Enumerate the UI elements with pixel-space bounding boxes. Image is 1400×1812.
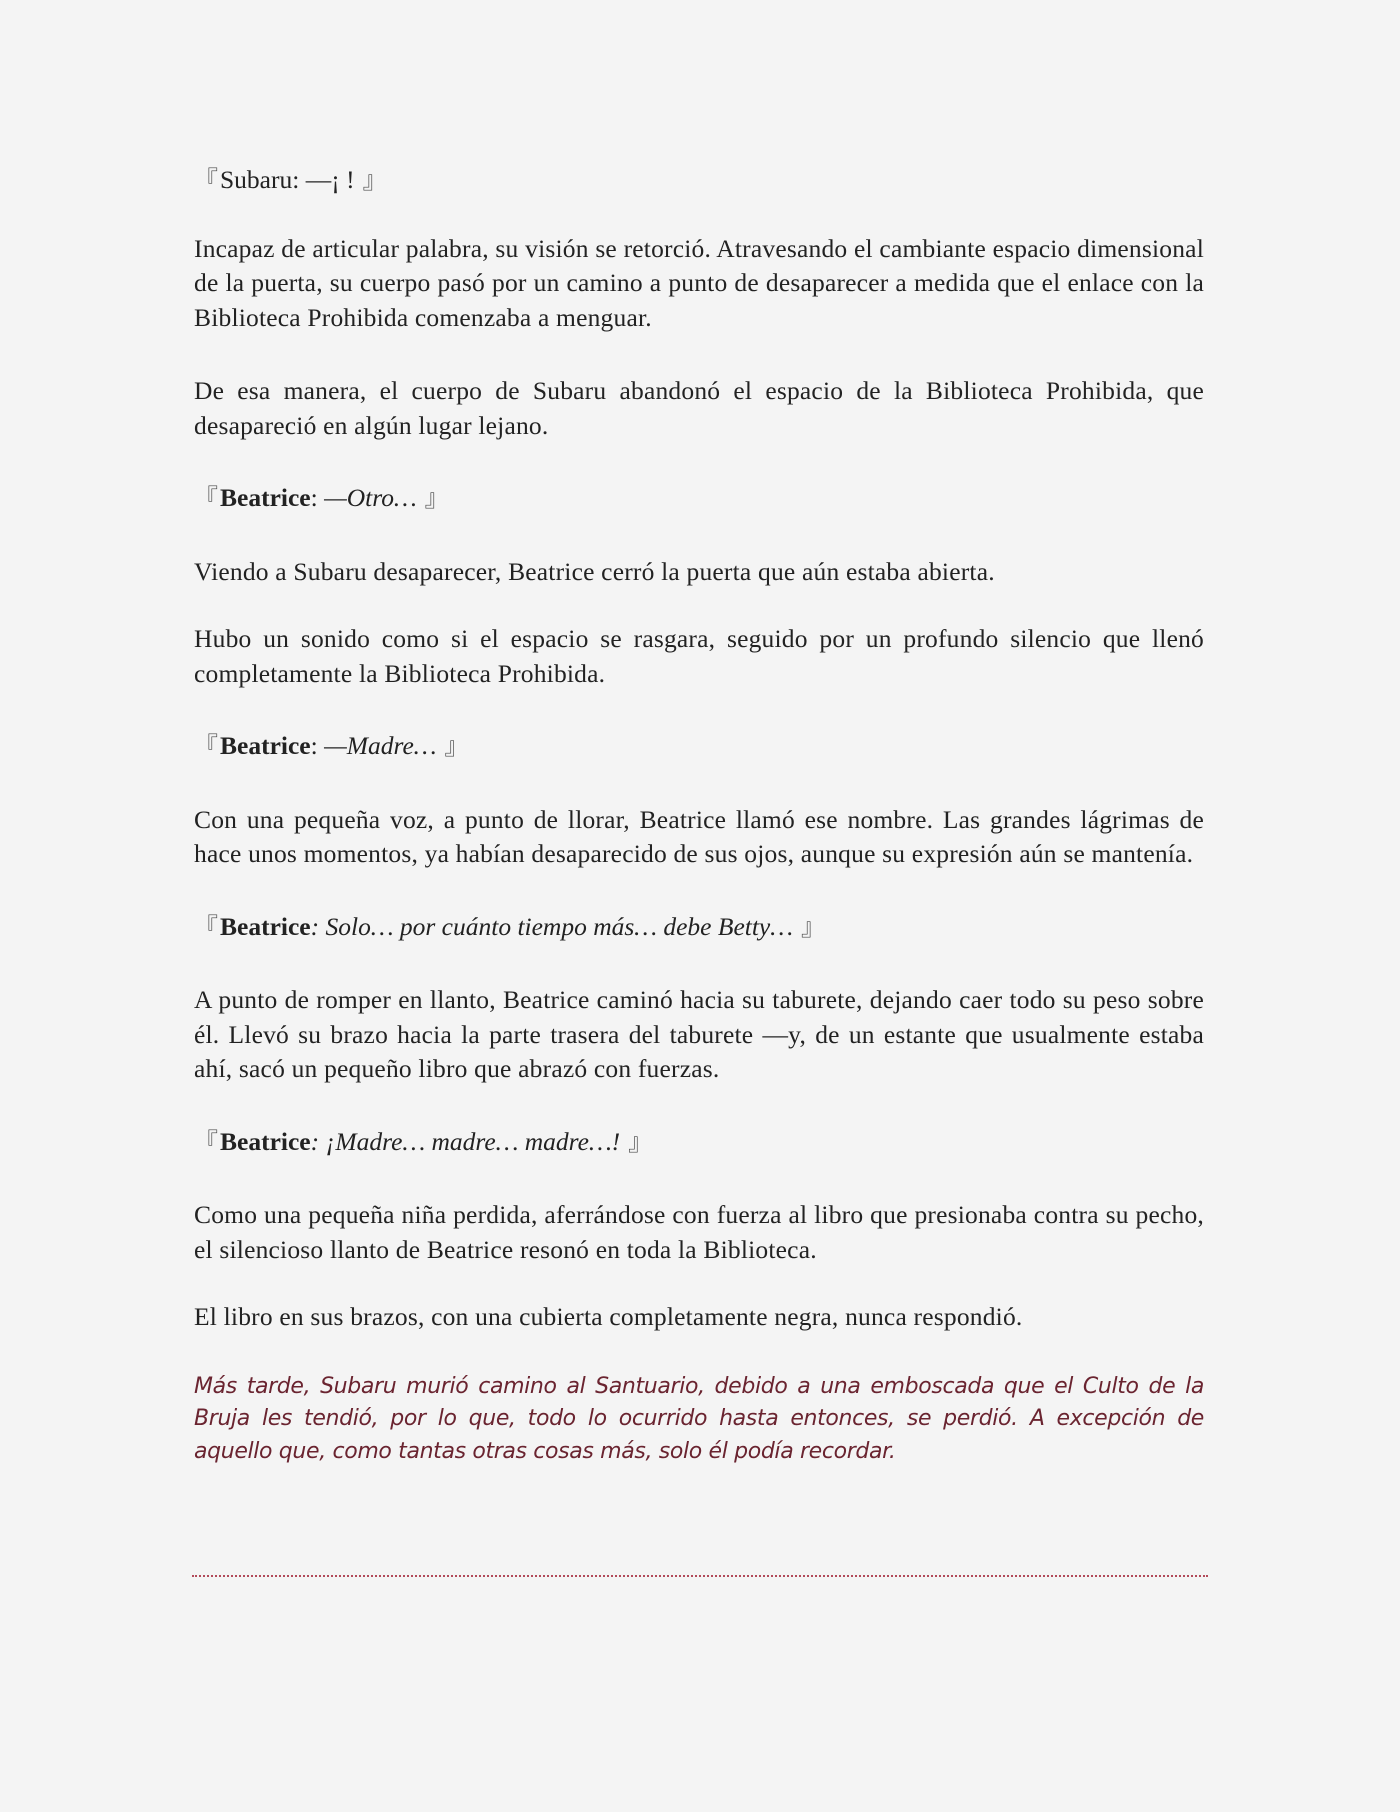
open-bracket-glyph: 『 [194, 914, 218, 941]
dialogue-text: —Madre… [324, 731, 437, 760]
dialogue-speaker: Beatrice [220, 911, 311, 941]
narration-paragraph: Con una pequeña voz, a punto de llorar, Beatrice llamó ese nombre. Las grandes lágrimas de hace unos momentos, ya habían desaparecido de sus ojos, aunque su expresión aún se mantenía. [194, 804, 1204, 868]
dialogue-separator: : [310, 731, 325, 760]
dialogue-line-subaru [194, 163, 1204, 199]
narration-paragraph: A punto de romper en llanto, Beatrice caminó hacia su taburete, dejando caer todo su peso sobre él. Llevó su brazo hacia la parte trasera del taburete —y, de un estante que usualmente estaba ahí, sacó un pequeño libro que abrazó con fuerzas. [194, 985, 1204, 1083]
open-bracket-glyph: 『 [194, 734, 218, 760]
open-bracket-glyph: 『 [194, 168, 218, 194]
dialogue-separator: : [310, 1126, 326, 1156]
dotted-separator-rule [192, 1575, 1208, 1577]
dialogue-speaker: Beatrice [220, 1126, 311, 1156]
close-bracket-glyph: 』 [800, 914, 825, 941]
dialogue-separator: : [292, 165, 306, 194]
narration-paragraph: Hubo un sonido como si el espacio se rasgara, seguido por un profundo silencio que llenó completamente la Biblioteca Prohibida. [194, 624, 1204, 688]
dialogue-speaker: Beatrice [220, 483, 311, 512]
narration-paragraph: Como una pequeña niña perdida, aferrándose con fuerza al libro que presionaba contra su pecho, el silencioso llanto de Beatrice resonó en toda la Biblioteca. [194, 1200, 1204, 1264]
dialogue-line-beatrice [194, 481, 1204, 517]
story-text [194, 163, 1204, 1468]
dialogue-separator: : [310, 911, 326, 941]
dialogue-text: —Otro… [324, 483, 417, 512]
narration-paragraph: El libro en sus brazos, con una cubierta completamente negra, nunca respondió. [194, 1302, 1023, 1331]
dialogue-text: —¡ ! [305, 165, 355, 194]
narration-paragraph: Incapaz de articular palabra, su visión se retorció. Atravesando el cambiante espacio dimensional de la puerta, su cuerpo pasó por un camino a punto de desaparecer a medida que el enlace con la Biblioteca Prohibida comenzaba a menguar. [194, 233, 1204, 332]
close-bracket-glyph: 』 [424, 486, 449, 512]
dialogue-line-beatrice [194, 729, 1204, 765]
close-bracket-glyph: 』 [444, 734, 469, 760]
dialogue-line-beatrice [194, 1125, 1204, 1161]
dialogue-speaker: Subaru [220, 165, 293, 194]
dialogue-speaker: Beatrice [220, 731, 311, 760]
dialogue-text: ¡Madre… madre… madre…! [325, 1126, 621, 1156]
open-bracket-glyph: 『 [194, 1129, 218, 1156]
narration-paragraph: Viendo a Subaru desaparecer, Beatrice cerró la puerta que aún estaba abierta. [194, 556, 995, 586]
closing-note: Más tarde, Subaru murió camino al Santuario, debido a una emboscada que el Culto de la Bruja les tendió, por lo que, todo lo ocurrido hasta entonces, se perdió. A excepción de aquello que, como tantas otras cosas más, solo él podía recordar. [194, 1373, 1204, 1464]
dialogue-text: Solo… por cuánto tiempo más… debe Betty… [325, 911, 793, 941]
dialogue-line-beatrice [194, 910, 1204, 946]
close-bracket-glyph: 』 [628, 1129, 653, 1156]
dialogue-separator: : [310, 483, 325, 512]
open-bracket-glyph: 『 [194, 486, 218, 512]
close-bracket-glyph: 』 [362, 168, 387, 194]
narration-paragraph: De esa manera, el cuerpo de Subaru abandonó el espacio de la Biblioteca Prohibida, que desapareció en algún lugar lejano. [194, 376, 1204, 440]
